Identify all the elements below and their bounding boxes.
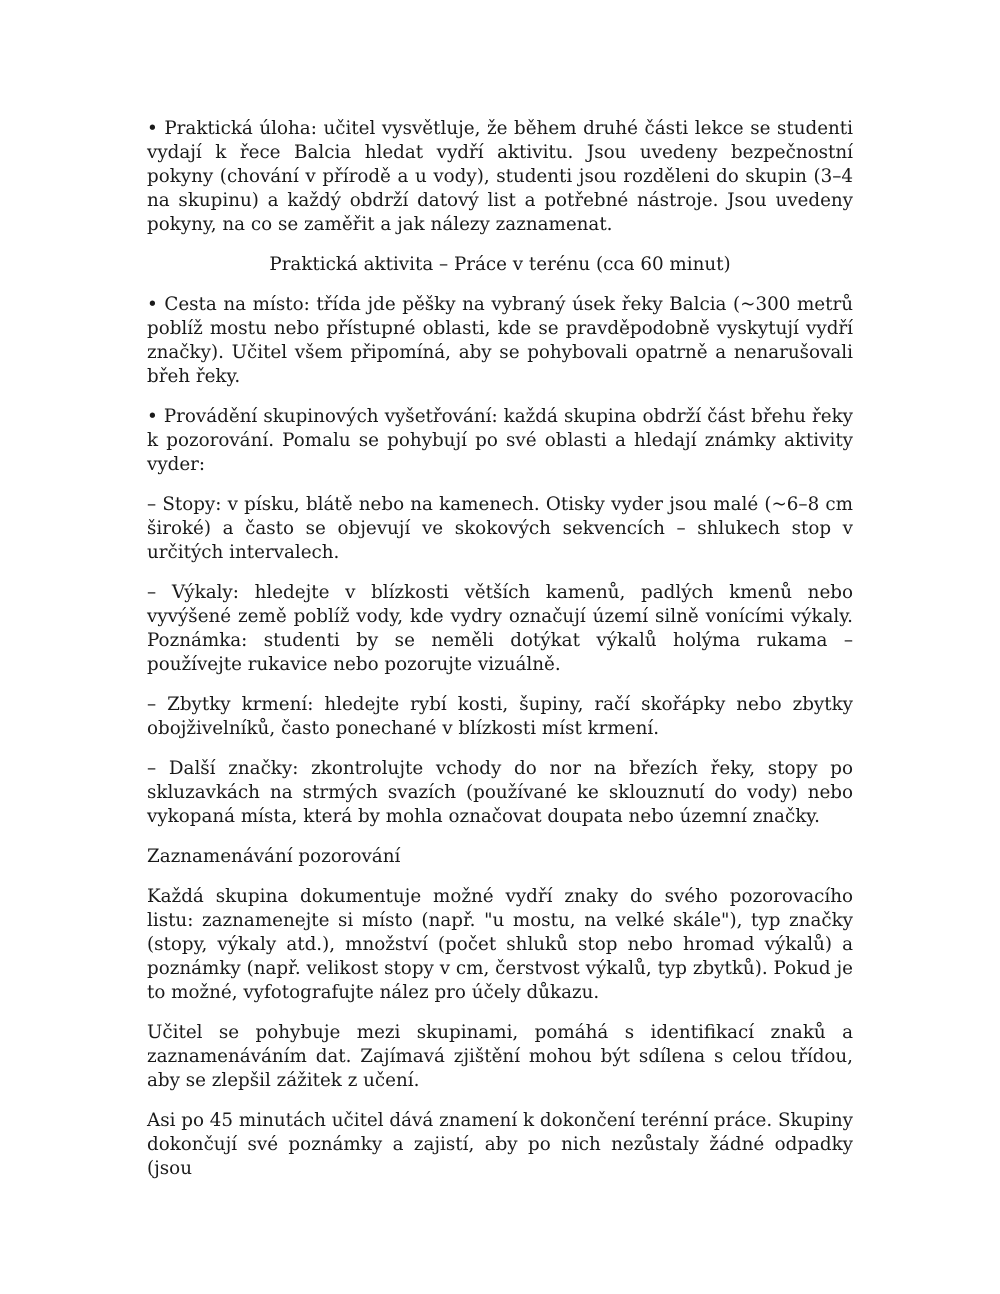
paragraph-recording: Každá skupina dokumentuje možné vydří znaky do svého pozorovacího listu: zaznamenejte si místo (např. "u mostu, na velké skále"), typ značky (stopy, výkaly atd.), množství (počet shluků stop nebo hromad výkalů) a poznámky (např. velikost stopy v cm, čerstvost výkalů, typ zbytků). Pokud je to možné, vyfotografujte nález pro účely důkazu.	[147, 886, 853, 1003]
paragraph-travel: • Cesta na místo: třída jde pěšky na vybraný úsek řeky Balcia (~300 metrů poblíž mostu nebo přístupné oblasti, kde se pravděpodobně vyskytují vydří značky). Učitel všem připomíná, aby se pohybovali opatrně a nenarušovali břeh řeky.	[147, 294, 853, 387]
list-item-scat: – Výkaly: hledejte v blízkosti větších kamenů, padlých kmenů nebo vyvýšené země poblíž vody, kde vydry označují území silně vonícími výkaly. Poznámka: studenti by se neměli dotýkat výkalů holýma rukama – používejte rukavice nebo pozorujte vizuálně.	[147, 582, 853, 675]
section-heading-recording: Zaznamenávání pozorování	[147, 846, 401, 867]
section-heading-fieldwork: Praktická aktivita – Práce v terénu (cca 60 minut)	[269, 254, 731, 275]
list-item-other-signs: – Další značky: zkontrolujte vchody do nor na březích řeky, stopy po skluzavkách na strmých svazích (používané ke sklouznutí do vody) nebo vykopaná místa, která by mohla označovat doupata nebo územní značky.	[147, 758, 853, 827]
paragraph-task: • Praktická úloha: učitel vysvětluje, že během druhé části lekce se studenti vydají k řece Balcia hledat vydří aktivitu. Jsou uvedeny bezpečnostní pokyny (chování v přírodě a u vody), studenti jsou rozděleni do skupin (3–4 na skupinu) a každý obdrží datový list a potřebné nástroje. Jsou uvedeny pokyny, na co se zaměřit a jak nálezy zaznamenat.	[147, 118, 853, 235]
list-item-tracks: – Stopy: v písku, blátě nebo na kamenech. Otisky vyder jsou malé (~6–8 cm široké) a často se objevují ve skokových sekvencích – shlukech stop v určitých intervalech.	[147, 494, 853, 563]
paragraph-teacher-support: Učitel se pohybuje mezi skupinami, pomáhá s identifikací znaků a zaznamenáváním dat. Zajímavá zjištění mohou být sdílena s celou třídou, aby se zlepšil zážitek z učení.	[147, 1022, 853, 1091]
paragraph-investigation: • Provádění skupinových vyšetřování: každá skupina obdrží část břehu řeky k pozorování. Pomalu se pohybují po své oblasti a hledají známky aktivity vyder:	[147, 406, 853, 475]
document-page	[147, 117, 853, 1197]
list-item-food-remains: – Zbytky krmení: hledejte rybí kosti, šupiny, račí skořápky nebo zbytky obojživelníků, často ponechané v blízkosti míst krmení.	[147, 694, 853, 739]
paragraph-finish: Asi po 45 minutách učitel dává znamení k dokončení terénní práce. Skupiny dokončují své poznámky a zajistí, aby po nich nezůstaly žádné odpadky (jsou	[147, 1110, 853, 1179]
